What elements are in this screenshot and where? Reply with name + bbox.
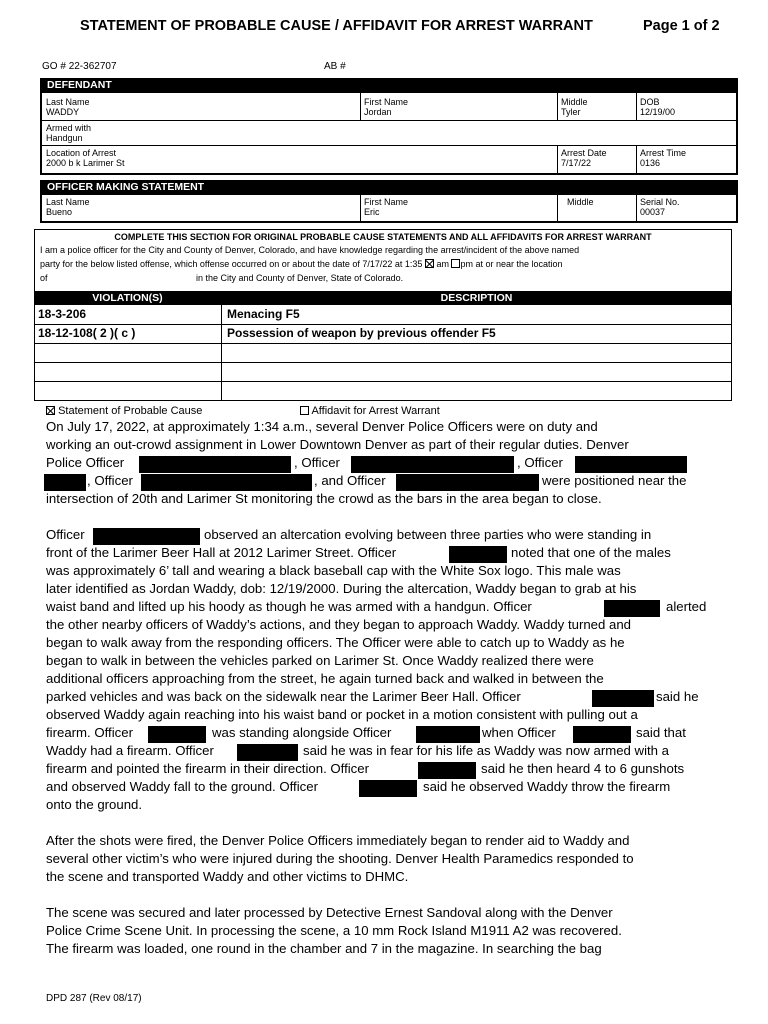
narrative-line: working an out-crowd assignment in Lower Downtown Denver as part of their regular duties. Denver [46,437,629,452]
arrest-date: 7/17/22 [561,158,592,168]
violation-description: Menacing F5 [227,307,300,321]
defendant-first-name-label: First Name [364,97,409,107]
violations-col-header: VIOLATION(S) [92,292,163,304]
divider [360,93,361,120]
narrative-line: intersection of 20th and Larimer St monitoring the crowd as the bars in the area began to close. [46,491,602,506]
redaction-box [575,456,687,473]
narrative-line: On July 17, 2022, at approximately 1:34 a.m., several Denver Police Officers were on duty and [46,419,598,434]
divider [557,195,558,222]
narrative-segment: said that [636,725,686,740]
narrative-line: the scene and transported Waddy and other victims to DHMC. [46,869,409,884]
officer-first-name: Eric [364,207,380,217]
divider [34,362,732,363]
officer-last-name-label: Last Name [46,197,90,207]
redaction-box [351,456,514,473]
location-of-arrest: 2000 b k Larimer St [46,158,125,168]
complete-section-line3: in the City and County of Denver, State of Colorado. [196,273,404,283]
narrative-segment: was standing alongside Officer [212,725,392,740]
defendant-last-name-label: Last Name [46,97,90,107]
defendant-dob-label: DOB [640,97,660,107]
narrative-line: began to walk away from the responding officers. The Officer were able to catch up to Waddy as he [46,635,625,650]
narrative-segment: , and Officer [314,473,386,488]
narrative-line: began to walk in between the vehicles parked on Larimer St. Once Waddy realized there were [46,653,594,668]
narrative-line: The firearm was loaded, one round in the chamber and 7 in the magazine. In searching the bag [46,941,602,956]
narrative-segment: Waddy had a firearm. Officer [46,743,214,758]
defendant-dob: 12/19/00 [640,107,676,117]
narrative-line: The scene was secured and later processed by Detective Ernest Sandoval along with the Denver [46,905,613,920]
defendant-last-name: WADDY [46,107,80,117]
narrative-line: additional officers approaching from the street, he again turned back and walked in between the [46,671,604,686]
narrative-segment: parked vehicles and was back on the sidewalk near the Larimer Beer Hall. Officer [46,689,521,704]
page-number: Page 1 of 2 [643,18,720,34]
redaction-box [418,762,476,779]
narrative-line: was approximately 6’ tall and wearing a black baseball cap with the White Sox logo. This male was [46,563,621,578]
document-title: STATEMENT OF PROBABLE CAUSE / AFFIDAVIT FOR ARREST WARRANT [80,18,593,34]
divider [221,305,222,400]
narrative-line: several other victim’s who were injured during the shooting. Denver Health Paramedics responded to [46,851,634,866]
narrative-segment: said he observed Waddy throw the firearm [423,779,671,794]
statement-affidavit[interactable] [300,405,440,417]
narrative-segment: waist band and lifted up his hoody as though he was armed with a handgun. Officer [46,599,532,614]
defendant-armed: Handgun [46,133,83,143]
arrest-time: 0136 [640,158,661,168]
arrest-date-label: Arrest Date [561,148,607,158]
narrative-segment: firearm. Officer [46,725,133,740]
narrative-segment: when Officer [482,725,556,740]
redaction-box [237,744,298,761]
redaction-box [396,474,539,491]
narrative-segment: , Officer [517,455,563,470]
officer-last-name: Bueno [46,207,73,217]
defendant-middle: Tyler [561,107,581,117]
complete-section-line2: party for the below listed offense, which offense occurred on or about the date of 7/17/22 at 1:35 am pm at or near the location [40,259,563,269]
redaction-box [139,456,291,473]
redaction-box [93,528,200,545]
description-col-header: DESCRIPTION [440,292,513,304]
officer-first-name-label: First Name [364,197,409,207]
narrative-segment: , Officer [87,473,133,488]
divider [557,145,558,174]
divider [557,93,558,120]
redaction-box [359,780,417,797]
probable-cause-label: Statement of Probable Cause [58,405,203,417]
complete-section-line1: I am a police officer for the City and County of Denver, Colorado, and have knowledge regarding the arrest/incident of the above named [40,245,580,255]
go-number-row [42,61,117,72]
divider [636,93,637,120]
redaction-box [604,600,660,617]
narrative-line: Police Crime Scene Unit. In processing the scene, a 10 mm Rock Island M1911 A2 was recovered. [46,923,622,938]
complete-section-heading: COMPLETE THIS SECTION FOR ORIGINAL PROBABLE CAUSE STATEMENTS AND ALL AFFIDAVITS FOR ARREST WARRANT [114,232,652,242]
redaction-box [141,474,312,491]
narrative-line: onto the ground. [46,797,143,812]
defendant-middle-label: Middle [561,97,588,107]
narrative-segment: noted that one of the males [511,545,671,560]
defendant-first-name: Jordan [364,107,392,117]
narrative-segment: were positioned near the [542,473,687,488]
officer-section-title: OFFICER MAKING STATEMENT [41,181,737,195]
violation-description: Possession of weapon by previous offender F5 [227,326,496,340]
narrative-segment: Police Officer [46,455,125,470]
complete-section-line3-of: of [40,273,48,283]
arrest-time-label: Arrest Time [640,148,687,158]
divider [636,195,637,222]
divider [41,120,737,121]
narrative-segment: front of the Larimer Beer Hall at 2012 Larimer Street. Officer [46,545,397,560]
probable-cause-checkbox[interactable] [46,406,55,415]
divider [360,195,361,222]
redaction-box [416,726,480,743]
narrative-segment: and observed Waddy fall to the ground. Officer [46,779,318,794]
am-checkbox[interactable] [425,259,434,268]
pm-checkbox[interactable] [451,259,460,268]
narrative-segment: alerted [666,599,707,614]
narrative-line: later identified as Jordan Waddy, dob: 12/19/2000. During the altercation, Waddy began to grab at his [46,581,637,596]
go-number: 22-362707 [68,61,117,72]
narrative-segment: said he then heard 4 to 6 gunshots [481,761,685,776]
violation-code: 18-3-206 [38,307,87,321]
officer-middle-label: Middle [567,197,594,207]
divider [34,381,732,382]
defendant-armed-label: Armed with [46,123,92,133]
divider [34,324,732,325]
ab-label: AB # [324,61,346,72]
narrative-segment: Officer [46,527,85,542]
narrative-line: observed Waddy again reaching into his waist band or pocket in a motion consistent with pulling out a [46,707,638,722]
redaction-box [592,690,654,707]
affidavit-checkbox[interactable] [300,406,309,415]
divider [636,145,637,174]
narrative-segment: , Officer [294,455,340,470]
go-label: GO # [42,61,66,72]
redaction-box [44,474,86,491]
narrative-segment: said he [656,689,699,704]
narrative-line: the other nearby officers of Waddy’s actions, and they began to approach Waddy. Waddy turned and [46,617,631,632]
narrative-line: After the shots were fired, the Denver Police Officers immediately began to render aid to Waddy and [46,833,630,848]
affidavit-label: Affidavit for Arrest Warrant [311,405,440,417]
narrative-segment: firearm and pointed the firearm in their direction. Officer [46,761,369,776]
officer-serial-label: Serial No. [640,197,680,207]
divider [34,343,732,344]
officer-serial: 00037 [640,207,666,217]
statement-probable-cause[interactable] [46,405,202,417]
form-id-footer: DPD 287 (Rev 08/17) [46,993,142,1004]
narrative-segment: observed an altercation evolving between three parties who were standing in [204,527,652,542]
defendant-section-title: DEFENDANT [41,79,737,93]
violation-code: 18-12-108( 2 )( c ) [38,326,136,340]
redaction-box [148,726,206,743]
narrative-segment: said he was in fear for his life as Waddy was now armed with a [303,743,669,758]
divider [41,145,737,146]
redaction-box [573,726,631,743]
location-of-arrest-label: Location of Arrest [46,148,117,158]
redaction-box [449,546,507,563]
